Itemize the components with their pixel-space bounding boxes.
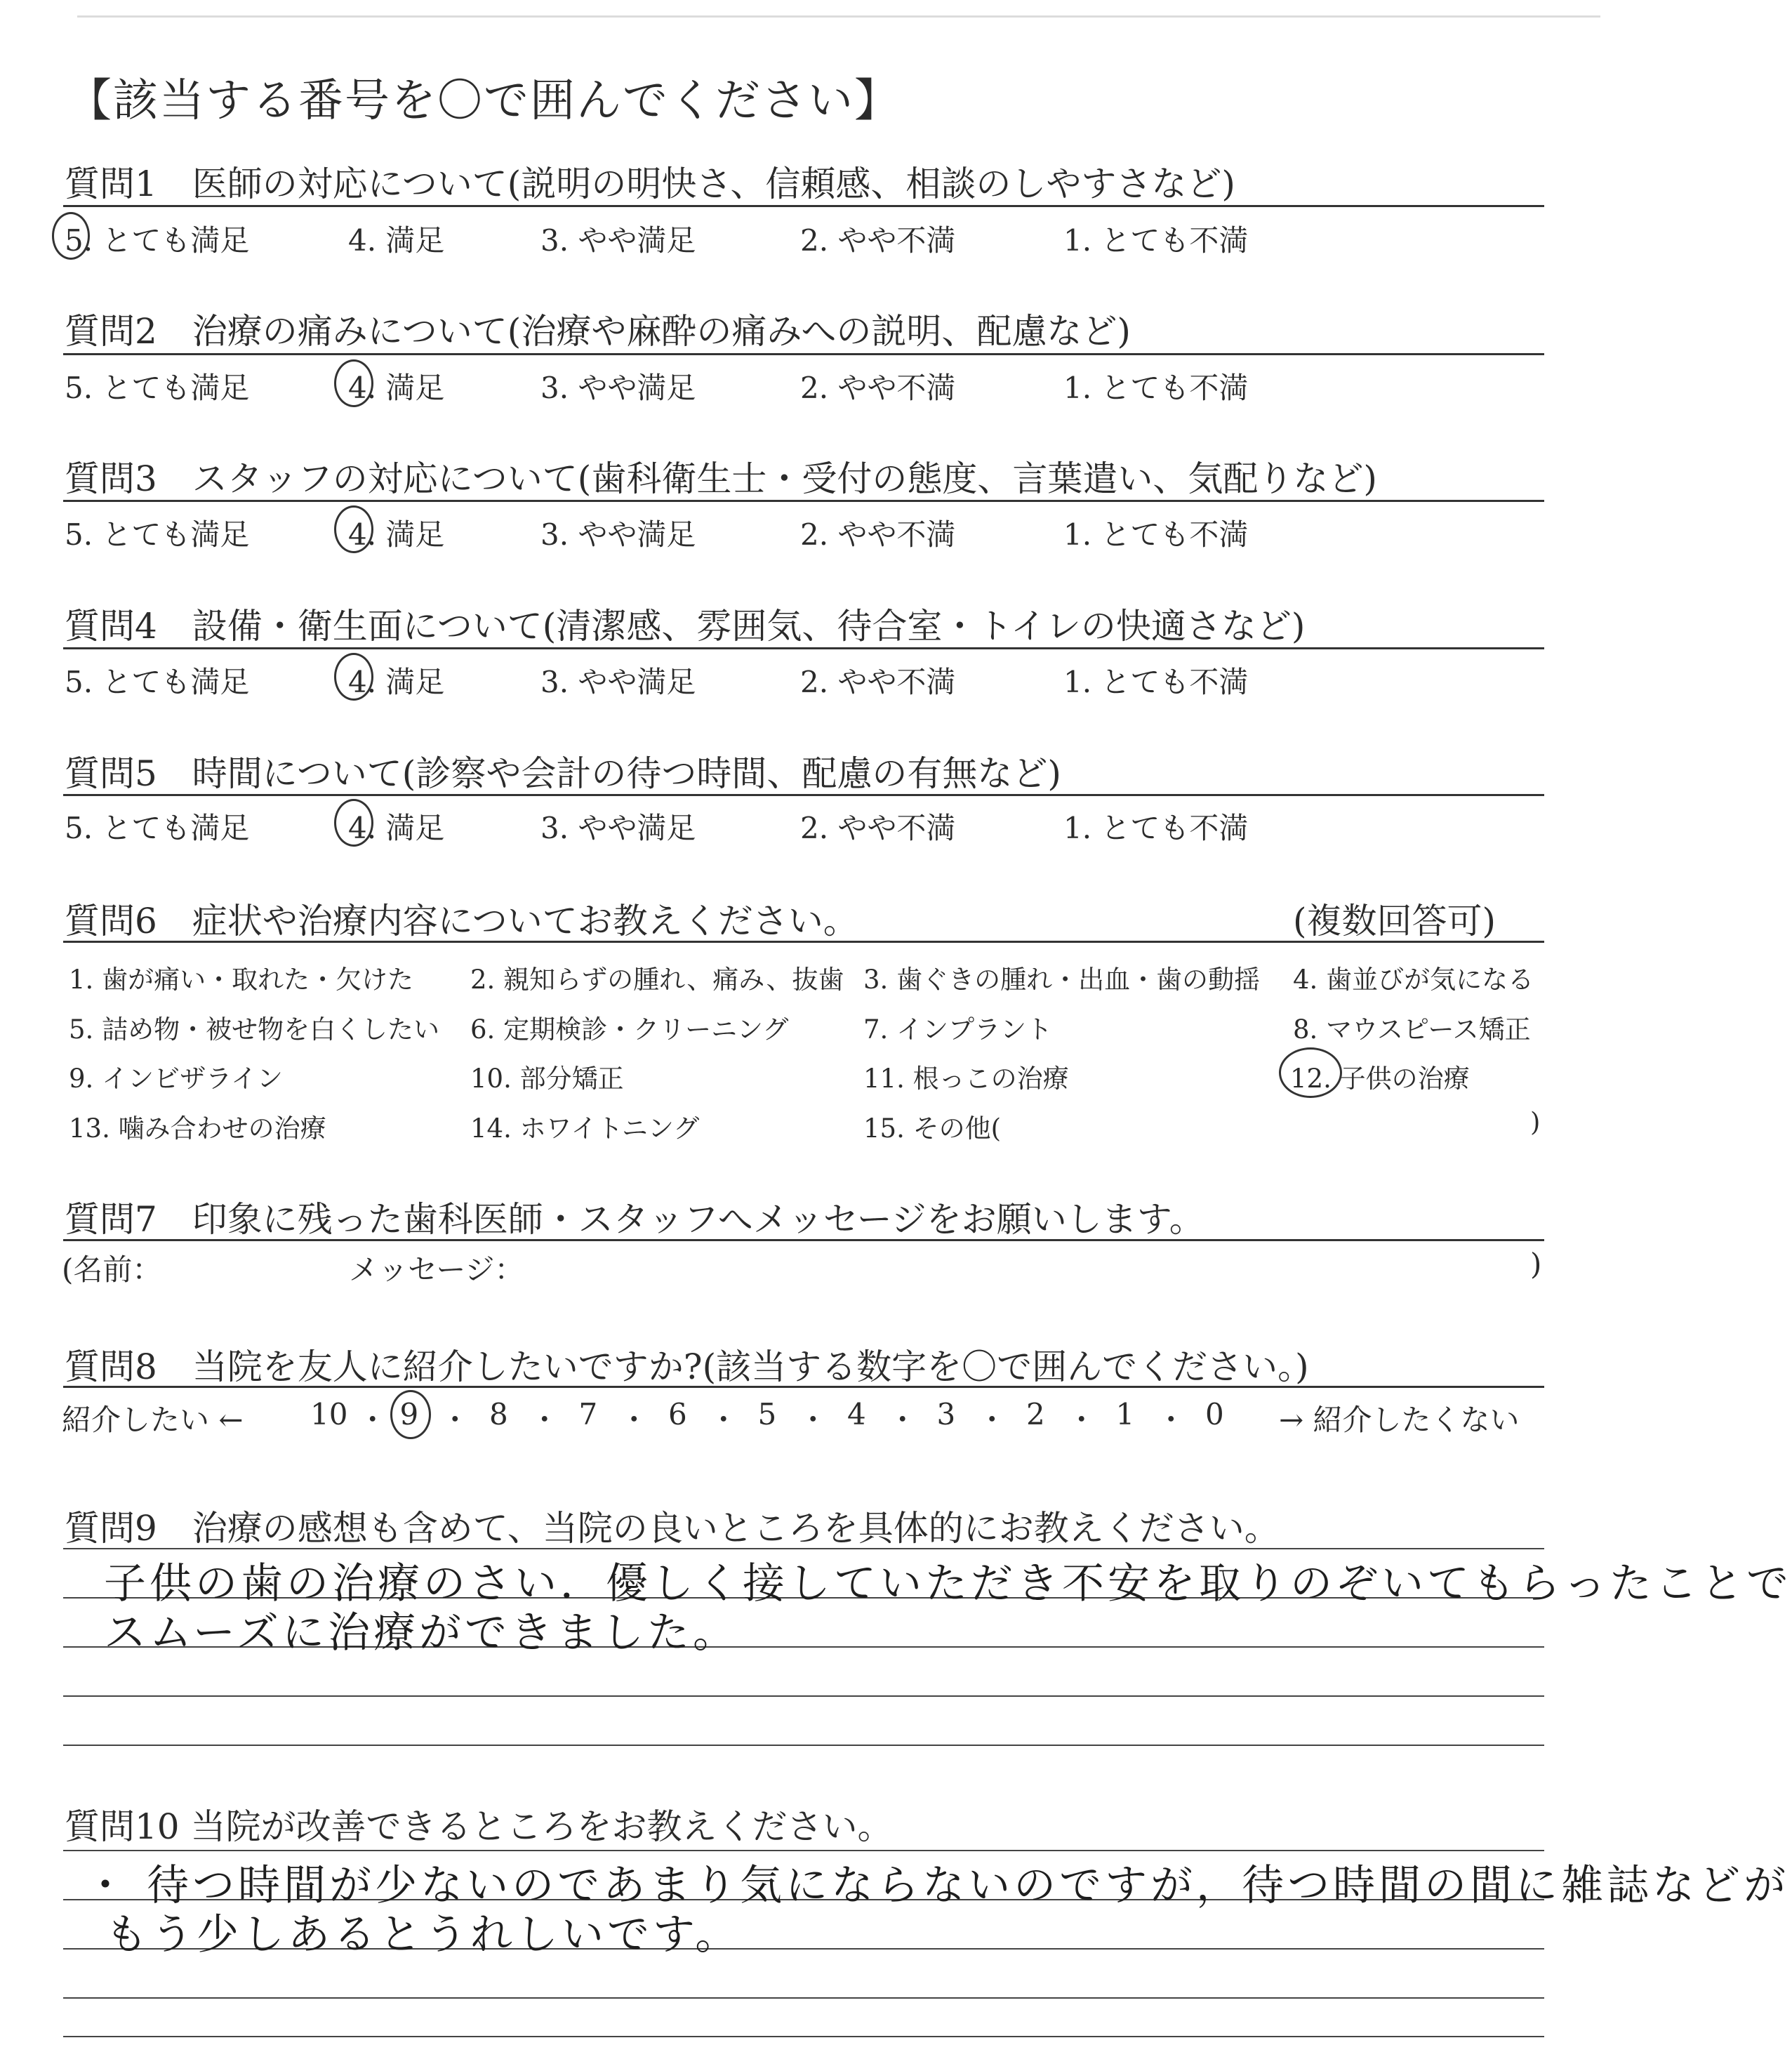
q1-option-4[interactable]: 4. 満足 <box>348 223 445 258</box>
q6-option-1[interactable]: 1. 歯が痛い・取れた・欠けた <box>69 965 414 995</box>
question-3-rule <box>63 500 1544 502</box>
q8-scale-separator: ・ <box>887 1403 917 1437</box>
q10-answer-line-1: ・ 待つ時間が少ないのであまり気にならないのですが，待つ時間の間に雑誌などが <box>84 1861 1790 1910</box>
q8-scale-4[interactable]: 4 <box>847 1397 866 1431</box>
q8-scale-8[interactable]: 8 <box>489 1397 508 1431</box>
q1-answer-circle <box>52 212 90 260</box>
q8-right-label: → 紹介したくない <box>1279 1403 1520 1437</box>
question-8-rule <box>63 1386 1544 1388</box>
q5-option-4[interactable]: 4. 満足 <box>348 811 445 845</box>
q6-option-8[interactable]: 8. マウスピース矯正 <box>1293 1014 1531 1045</box>
top-edge-rule <box>77 15 1600 18</box>
q10-line-4 <box>63 1997 1544 1999</box>
question-1-rule <box>63 205 1544 207</box>
q9-line-1 <box>63 1548 1544 1549</box>
q4-option-3[interactable]: 3. やや満足 <box>540 665 696 699</box>
page-title: 【該当する番号を〇で囲んでください】 <box>67 75 901 127</box>
q6-option-14[interactable]: 14. ホワイトニング <box>470 1113 700 1144</box>
q2-option-5[interactable]: 5. とても満足 <box>65 371 250 405</box>
question-8-heading: 質問8 当院を友人に紹介したいですか?(該当する数字を〇で囲んでください。) <box>65 1346 1309 1387</box>
q10-line-1 <box>63 1850 1544 1851</box>
q2-option-3[interactable]: 3. やや満足 <box>540 371 696 405</box>
q8-answer-circle <box>390 1390 431 1439</box>
question-9-heading: 質問9 治療の感想も含めて、当院の良いところを具体的にお教えください。 <box>65 1508 1280 1549</box>
q4-option-2[interactable]: 2. やや不満 <box>800 665 956 699</box>
q8-scale-5[interactable]: 5 <box>757 1397 777 1431</box>
q8-scale-3[interactable]: 3 <box>936 1397 956 1431</box>
q2-option-2[interactable]: 2. やや不満 <box>800 371 956 405</box>
q6-option-9[interactable]: 9. インビザライン <box>69 1064 283 1094</box>
q5-option-2[interactable]: 2. やや不満 <box>800 811 956 845</box>
question-1-heading: 質問1 医師の対応について(説明の明快さ、信頼感、相談のしやすさなど) <box>65 164 1235 204</box>
q3-option-1[interactable]: 1. とても不満 <box>1063 517 1249 552</box>
q8-scale-10[interactable]: 10 <box>310 1397 348 1431</box>
q6-option-5[interactable]: 5. 詰め物・被せ物を白くしたい <box>69 1014 440 1045</box>
q9-answer-line-2: スムーズに治療ができました。 <box>104 1608 738 1657</box>
q8-scale-separator: ・ <box>1156 1403 1186 1437</box>
q8-scale-9[interactable]: 9 <box>399 1397 419 1431</box>
q1-option-5[interactable]: 5. とても満足 <box>65 223 250 258</box>
q6-option-15-close: ) <box>1530 1107 1541 1137</box>
q3-answer-circle <box>334 505 373 553</box>
q10-answer-line-2: もう少しあるとうれしいです。 <box>105 1910 741 1959</box>
q8-scale-separator: ・ <box>977 1403 1007 1437</box>
q3-option-3[interactable]: 3. やや満足 <box>540 517 696 552</box>
q8-scale-separator: ・ <box>357 1403 387 1437</box>
q7-close-paren: ) <box>1530 1247 1542 1281</box>
q9-line-4 <box>63 1695 1544 1697</box>
q8-scale-separator: ・ <box>440 1403 470 1437</box>
q6-option-12[interactable]: 12. 子供の治療 <box>1290 1064 1470 1094</box>
q4-option-1[interactable]: 1. とても不満 <box>1063 665 1249 699</box>
q8-scale-separator: ・ <box>619 1403 649 1437</box>
q5-option-3[interactable]: 3. やや満足 <box>540 811 696 845</box>
question-5-heading: 質問5 時間について(診察や会計の待つ時間、配慮の有無など) <box>65 753 1061 794</box>
q1-option-2[interactable]: 2. やや不満 <box>800 223 956 258</box>
q6-option-6[interactable]: 6. 定期検診・クリーニング <box>470 1014 789 1045</box>
q6-option-4[interactable]: 4. 歯並びが気になる <box>1293 965 1534 995</box>
q7-message-label: メッセージ： <box>349 1252 524 1287</box>
q6-option-10[interactable]: 10. 部分矯正 <box>470 1064 624 1094</box>
q8-scale-separator: ・ <box>529 1403 559 1437</box>
q8-scale-separator: ・ <box>1066 1403 1096 1437</box>
q5-answer-circle <box>334 799 373 847</box>
q5-option-5[interactable]: 5. とても満足 <box>65 811 250 845</box>
q8-scale-separator: ・ <box>708 1403 738 1437</box>
q6-option-2[interactable]: 2. 親知らずの腫れ、痛み、抜歯 <box>470 965 844 995</box>
q3-option-4[interactable]: 4. 満足 <box>348 517 445 552</box>
q1-option-1[interactable]: 1. とても不満 <box>1063 223 1249 258</box>
question-4-rule <box>63 647 1544 649</box>
question-7-rule <box>63 1239 1544 1241</box>
q6-option-11[interactable]: 11. 根っこの治療 <box>863 1064 1069 1094</box>
q1-option-3[interactable]: 3. やや満足 <box>540 223 696 258</box>
q7-name-label: (名前： <box>62 1252 162 1287</box>
q8-scale-0[interactable]: 0 <box>1205 1397 1224 1431</box>
question-10-heading: 質問10 当院が改善できるところをお教えください。 <box>65 1806 893 1847</box>
q10-line-5 <box>63 2036 1544 2037</box>
q4-option-4[interactable]: 4. 満足 <box>348 665 445 699</box>
q9-answer-line-1: 子供の歯の治療のさい．優しく接していただき不安を取りのぞいてもらったことで <box>104 1559 1792 1608</box>
question-3-heading: 質問3 スタッフの対応について(歯科衛生士・受付の態度、言葉遣い、気配りなど) <box>65 458 1377 499</box>
q8-scale-7[interactable]: 7 <box>578 1397 598 1431</box>
question-6-heading: 質問6 症状や治療内容についてお教えください。 <box>65 901 858 941</box>
q6-option-13[interactable]: 13. 噛み合わせの治療 <box>69 1113 326 1144</box>
question-7-heading: 質問7 印象に残った歯科医師・スタッフへメッセージをお願いします。 <box>65 1199 1204 1240</box>
q9-line-5 <box>63 1745 1544 1746</box>
q8-scale-separator: ・ <box>798 1403 828 1437</box>
q6-answer-circle <box>1279 1047 1342 1098</box>
question-6-note: (複数回答可) <box>1293 901 1496 941</box>
q8-scale-2[interactable]: 2 <box>1026 1397 1045 1431</box>
q2-option-4[interactable]: 4. 満足 <box>348 371 445 405</box>
q6-option-3[interactable]: 3. 歯ぐきの腫れ・出血・歯の動揺 <box>863 965 1261 995</box>
question-6-rule <box>63 941 1544 943</box>
q3-option-5[interactable]: 5. とても満足 <box>65 517 250 552</box>
q2-option-1[interactable]: 1. とても不満 <box>1063 371 1249 405</box>
q6-option-7[interactable]: 7. インプラント <box>863 1014 1053 1045</box>
q8-left-label: 紹介したい ← <box>62 1403 244 1437</box>
question-2-rule <box>63 353 1544 355</box>
q5-option-1[interactable]: 1. とても不満 <box>1063 811 1249 845</box>
q6-option-15[interactable]: 15. その他( <box>863 1113 1002 1144</box>
question-2-heading: 質問2 治療の痛みについて(治療や麻酔の痛みへの説明、配慮など) <box>65 311 1131 352</box>
q3-option-2[interactable]: 2. やや不満 <box>800 517 956 552</box>
question-4-heading: 質問4 設備・衛生面について(清潔感、雰囲気、待合室・トイレの快適さなど) <box>65 606 1306 647</box>
q4-answer-circle <box>334 653 373 701</box>
q8-scale-6[interactable]: 6 <box>668 1397 687 1431</box>
question-5-rule <box>63 794 1544 796</box>
q4-option-5[interactable]: 5. とても満足 <box>65 665 250 699</box>
q8-scale-1[interactable]: 1 <box>1115 1397 1135 1431</box>
q2-answer-circle <box>334 359 373 407</box>
